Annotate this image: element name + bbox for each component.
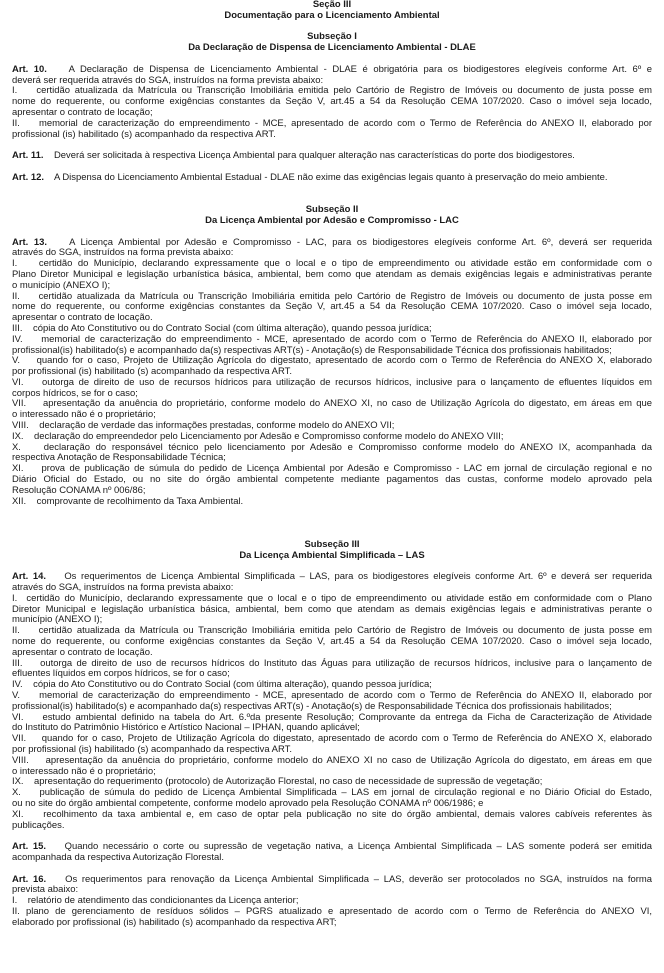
article-text: apresentar o contrato de locação; (12, 106, 153, 118)
section-subtitle: Documentação para o Licenciamento Ambiental (224, 9, 440, 21)
article-text: profissional(is) habilitado(s) e acompanhado da(s) respectivas ART(s) - Anotação(s) de Responsabilidade Técnica dos profissionais habilitados; (12, 344, 612, 356)
article-number: Art. 13. (12, 236, 48, 248)
article-line (12, 810, 652, 821)
article-text: elaborado por profissional (is) habilitado (s) acompanhado da respectiva ART; (12, 916, 337, 928)
article-text: o município (ANEXO I); (12, 279, 111, 291)
article-text: apresentar o contrato de locação. (12, 312, 153, 324)
article-15 (12, 842, 652, 864)
article-text: o interessado não é o proprietário; (12, 765, 156, 777)
article-text: II. memorial de caracterização do empreendimento - MCE, apresentado de acordo com o Termo de Referência do ANEXO II, elaborado por (12, 117, 652, 129)
article-text: III. cópia do Ato Constitutivo ou do Contrato Social (com última alteração), quando pessoa jurídica; (12, 322, 432, 334)
article-13 (12, 238, 652, 508)
article-14 (12, 572, 652, 831)
article-text: III. outorga de direito de uso de recursos hídricos do Instituto das Águas para utilização de recursos hídricos, inclusive para o lançamento de (12, 657, 652, 669)
article-line (12, 853, 652, 864)
article-line (12, 821, 652, 832)
article-line (12, 605, 652, 616)
article-number: Art. 15. (12, 841, 47, 853)
article-text: Diário Oficial do Estado, ou no site do órgão ambiental competente mediante pagamentos das custas, conforme modelo aprovado pela (12, 474, 652, 486)
subsection-3-subtitle: Da Licença Ambiental Simplificada – LAS (239, 549, 425, 561)
article-text: II. plano de gerenciamento de resíduos sólidos – PGRS atualizado e apresentado de acordo com o Termo de Referência do ANEXO VI, (12, 905, 652, 917)
article-text: A Declaração de Dispensa de Licenciamento Ambiental - DLAE é obrigatória para os biodigestores elegíveis conforme Art. 6º e (46, 63, 653, 75)
article-text: XI. prova de publicação de súmula do pedido de Licença Ambiental por Adesão e Compromisso - LAC em jornal de circulação regional e no (12, 463, 652, 475)
article-text: IV. memorial de caracterização do empreendimento - MCE, apresentado de acordo com o Termo de Referência do ANEXO II, elaborado por (12, 333, 652, 345)
document-page (12, 0, 652, 929)
article-text: VI. estudo ambiental definido na tabela do Art. 6.ºda presente Resolução; Comprovante da entrega da Ficha de Caracterização de Atividade (12, 711, 652, 723)
section-title: Seção III (312, 0, 352, 10)
article-text: respectiva Anotação de Responsabilidade Técnica; (12, 452, 226, 464)
article-text: profissional (is) habilitado (s) acompanhado da respectiva ART. (12, 128, 276, 140)
article-text: VIII. declaração de verdade das informações prestadas, conforme modelo do ANEXO VII; (12, 420, 395, 432)
article-text: X. declaração do responsável técnico pelo licenciamento por Adesão e Compromisso conforme modelo do ANEXO IX, acompanhada da (12, 441, 652, 453)
article-number: Art. 14. (12, 571, 46, 583)
article-text: através do SGA, instruídos na forma prevista abaixo: (12, 582, 234, 594)
article-text: V. quando for o caso, Projeto de Utilização Agrícola do digestato, apresentado de acordo com o Termo de Referência do ANEXO X, elaborado (12, 355, 652, 367)
article-text: do Instituto do Patrimônio Histórico e Artístico Nacional – IPHAN, quando aplicável; (12, 722, 360, 734)
subsection-1-title: Subseção I (307, 31, 357, 43)
article-text: o interessado não é o proprietário; (12, 409, 156, 421)
article-text: VII. apresentação da anuência do proprietário, conforme modelo do ANEXO XI, no caso de Utilização Agrícola do digestato, em áreas em que (12, 398, 652, 410)
article-text: nome do requerente, ou conforme exigências constantes da Seção V, art.45 a 54 da Resolução CEMA 107/2020. Caso o imóvel seja locado, (12, 96, 652, 108)
article-text: município (ANEXO I); (12, 614, 103, 626)
article-text: IX. declaração do empreendedor pelo Licenciamento por Adesão e Compromisso conforme modelo do ANEXO VIII; (12, 430, 504, 442)
subsection-2-title: Subseção II (305, 204, 359, 216)
article-10 (12, 65, 652, 141)
article-text: publicações. (12, 819, 65, 831)
article-text: VII. quando for o caso, Projeto de Utilização Agrícola do digestato, apresentado de acordo com o Termo de Referência do ANEXO X, elaborado (12, 733, 652, 745)
article-text: corpos hídricos, se for o caso; (12, 387, 138, 399)
article-text: acompanhada da respectiva Autorização Florestal. (12, 851, 224, 863)
article-text: V. memorial de caracterização do empreendimento - MCE, apresentado de acordo com o Termo de Referência do ANEXO II, elaborado por (12, 690, 652, 701)
article-text: apresentar o contrato de locação. (12, 646, 153, 658)
article-11 (12, 151, 652, 162)
article-text: Quando necessário o corte ou supressão de vegetação nativa, a Licença Ambiental Simplificada – LAS somente poderá ser emitida (46, 841, 652, 853)
article-text: I. certidão do Município, declarando expressamente que o local e o tipo de empreendimento ou atividade estão em conformidade com o Plano (12, 592, 652, 604)
article-text: prevista abaixo: (12, 884, 79, 896)
article-text: I. relatório de atendimento das condicionantes da Licença anterior; (12, 895, 299, 907)
article-text: A Licença Ambiental por Adesão e Compromisso - LAC, para os biodigestores elegíveis conforme Art. 6º, deverá ser requerida (47, 236, 652, 248)
article-16 (12, 875, 652, 929)
article-text: I. certidão atualizada da Matrícula ou Transcrição Imobiliária emitida pelo Cartório de Registro de Imóveis ou documento de justa posse em (12, 85, 652, 97)
subsection-1-subtitle: Da Declaração de Dispensa de Licenciamento Ambiental - DLAE (188, 42, 476, 54)
article-text: deverá ser requerida através do SGA, instruídos na forma prevista abaixo: (12, 74, 324, 86)
article-text: II. certidão atualizada da Matrícula ou Transcrição Imobiliária emitida pelo Cartório de Registro de Imóveis ou documento de justa posse em (12, 290, 652, 302)
subsection-2-subtitle: Da Licença Ambiental por Adesão e Compromisso - LAC (205, 214, 459, 226)
article-text: nome do requerente, ou conforme exigências constantes da Seção V, art.45 a 54 da Resolução CEMA 107/2020. Caso o imóvel seja locado, (12, 636, 652, 648)
article-11-text: Deverá ser solicitada à respectiva Licença Ambiental para qualquer alteração nas características do porte dos biodigestores. (43, 150, 575, 162)
article-text: Os requerimentos de Licença Ambiental Simplificada – LAS, para os biodigestores elegíveis conforme Art. 6º e deverá ser requerida (45, 571, 652, 583)
article-12-number: Art. 12. (12, 171, 44, 183)
article-text: profissional(is) habilitado(s) e acompanhado da(s) respectivas ART(s) - Anotação(s) de Responsabilidade Técnica dos profissionais habilitados; (12, 700, 612, 712)
article-line (12, 130, 652, 141)
article-text: X. publicação de súmula do pedido de Licença Ambiental Simplificada – LAS em jornal de circulação regional e no Diário Oficial do Estado, (12, 787, 652, 799)
article-text: IX. apresentação do requerimento (protocolo) de Autorização Florestal, no caso de necessidade de supressão de vegetação; (12, 776, 543, 788)
article-text: nome do requerente, ou conforme exigências constantes da Seção V, art.45 a 54 da Resolução CEMA 107/2020. Caso o imóvel seja locado, (12, 301, 652, 313)
article-text: Plano Diretor Municipal e legislação urbanística básica, ambiental, bem como que atendam as demais exigências legais e administrativas perante (12, 268, 652, 280)
article-text: IV. cópia do Ato Constitutivo ou do Contrato Social (com última alteração), quando pessoa jurídica; (12, 679, 432, 691)
article-text: através do SGA, instruídos na forma prevista abaixo: (12, 247, 234, 259)
article-text: por profissional (is) habilitado (s) acompanhado da respectiva ART. (12, 743, 292, 755)
article-number: Art. 16. (12, 873, 47, 885)
article-text: XI. recolhimento da taxa ambiental e, em caso de optar pela publicação no site do órgão ambiental, demais valores cabíveis referentes às (12, 808, 652, 820)
article-12 (12, 173, 652, 184)
article-line (12, 497, 652, 508)
article-text: XII. comprovante de recolhimento da Taxa Ambiental. (12, 495, 244, 507)
article-text: II. certidão atualizada da Matrícula ou Transcrição Imobiliária emitida pelo Cartório de Registro de Imóveis ou documento de justa posse em (12, 625, 652, 637)
article-text: VIII. apresentação da anuência do proprietário, conforme modelo do ANEXO XI no caso de Utilização Agrícola do digestato, em áreas em que (12, 754, 652, 766)
article-text: Os requerimentos para renovação da Licença Ambiental Simplificada – LAS, deverão ser protocolados no SGA, instruídos na forma (46, 873, 652, 885)
article-text: ou no site do órgão ambiental competente, conforme modelo aprovado pela Resolução CONAMA nº 006/1986; e (12, 797, 484, 809)
article-number: Art. 10. (12, 63, 47, 75)
article-line (12, 875, 652, 886)
article-text: Diretor Municipal e legislação urbanística básica, ambiental, bem como que atendam as demais exigências legais e administrativas perante o (12, 603, 652, 615)
article-text: por profissional (is) habilitado (s) acompanhado da respectiva ART. (12, 366, 292, 378)
article-line (12, 918, 652, 929)
subsection-3-title: Subseção III (304, 538, 360, 550)
article-text: efluentes líquidos em corpos hídricos, se for o caso; (12, 668, 230, 680)
article-text: VI. outorga de direito de uso de recursos hídricos para utilização de recursos hídricos, inclusive para o lançamento de efluentes líquidos em (12, 376, 652, 388)
article-text: Resolução CONAMA nº 006/86; (12, 484, 146, 496)
article-12-text: A Dispensa do Licenciamento Ambiental Estadual - DLAE não exime das exigências legais quanto à preservação do meio ambiente. (44, 171, 608, 183)
article-11-number: Art. 11. (12, 150, 44, 162)
article-text: I. certidão do Município, declarando expressamente que o local e o tipo de empreendimento ou atividade estão em conformidade com o (12, 258, 652, 270)
